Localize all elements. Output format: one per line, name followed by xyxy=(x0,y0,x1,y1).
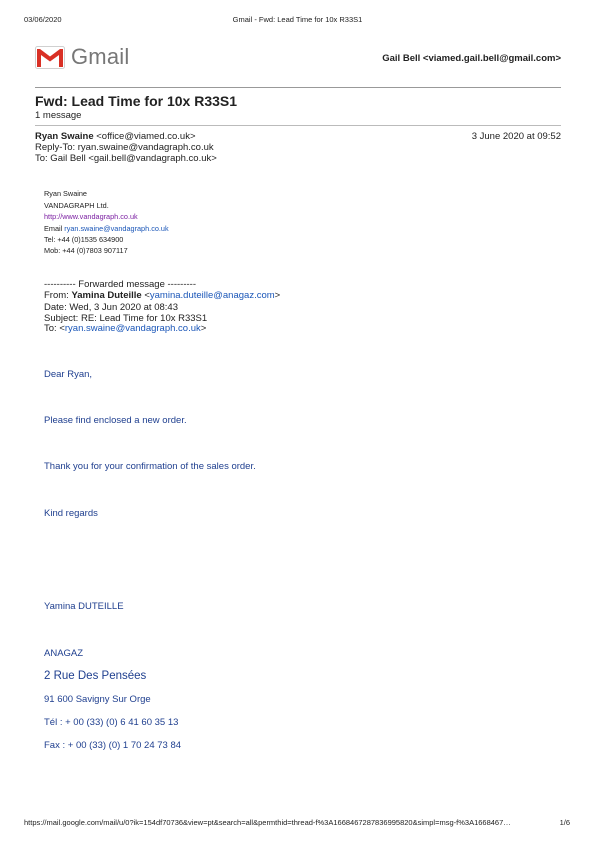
gmail-envelope-icon xyxy=(35,46,65,69)
sender-email: <office@viamed.co.uk> xyxy=(96,131,196,142)
signature-email-label: Email xyxy=(44,224,63,233)
forward-from-email-link[interactable]: yamina.duteille@anagaz.com xyxy=(149,290,275,301)
signature-company: VANDAGRAPH Ltd. xyxy=(44,201,109,210)
body-street: 2 Rue Des Pensées xyxy=(44,670,147,682)
forward-to: To: <ryan.swaine@vandagraph.co.uk> xyxy=(44,323,207,334)
forward-from: From: Yamina Duteille <yamina.duteille@anagaz.com> xyxy=(44,290,281,301)
message-sender xyxy=(35,131,196,142)
forward-divider: ---------- Forwarded message --------- xyxy=(44,279,196,290)
signature-website-link[interactable]: http://www.vandagraph.co.uk xyxy=(44,212,138,221)
body-sender-name: Yamina DUTEILLE xyxy=(44,601,124,612)
forward-from-name: Yamina Duteille xyxy=(71,290,142,301)
body-line-order: Please find enclosed a new order. xyxy=(44,415,187,426)
message-date: 3 June 2020 at 09:52 xyxy=(471,131,561,142)
forward-to-label: To: xyxy=(44,323,57,334)
signature-tel: Tel: +44 (0)1535 634900 xyxy=(44,235,124,244)
body-fax: Fax : + 00 (33) (0) 1 70 24 73 84 xyxy=(44,740,182,751)
signature-name: Ryan Swaine xyxy=(44,189,87,198)
signature-email-line xyxy=(44,224,169,233)
page-number: 1/6 xyxy=(559,818,570,827)
body-tel: Tél : + 00 (33) (0) 6 41 60 35 13 xyxy=(44,717,179,728)
gmail-logo[interactable] xyxy=(35,44,129,70)
thread-divider xyxy=(35,125,561,126)
gmail-wordmark: Gmail xyxy=(71,44,130,69)
body-company: ANAGAZ xyxy=(44,648,84,659)
print-url: https://mail.google.com/mail/u/0?ik=154df70736&view=pt&search=all&permthid=thread-f%3A1668467287836995820&simpl=msg-f%3A1668467… xyxy=(24,818,511,827)
sender-name: Ryan Swaine xyxy=(35,131,94,142)
thread-subject: Fwd: Lead Time for 10x R33S1 xyxy=(35,93,238,109)
print-date: 03/06/2020 xyxy=(24,15,62,24)
print-title: Gmail - Fwd: Lead Time for 10x R33S1 xyxy=(232,15,363,24)
account-label: Gail Bell <viamed.gail.bell@gmail.com> xyxy=(382,53,561,64)
body-line-thanks: Thank you for your confirmation of the sales order. xyxy=(44,461,256,472)
forward-to-email-link[interactable]: ryan.swaine@vandagraph.co.uk xyxy=(64,323,201,334)
forward-subject: Subject: RE: Lead Time for 10x R33S1 xyxy=(44,313,208,324)
recipient: To: Gail Bell <gail.bell@vandagraph.co.uk> xyxy=(35,153,217,164)
forward-date: Date: Wed, 3 Jun 2020 at 08:43 xyxy=(44,302,178,313)
reply-to: Reply-To: ryan.swaine@vandagraph.co.uk xyxy=(35,142,214,153)
forward-from-label: From: xyxy=(44,290,69,301)
body-city: 91 600 Savigny Sur Orge xyxy=(44,694,151,705)
message-count: 1 message xyxy=(35,110,82,121)
signature-mobile: Mob: +44 (0)7803 907117 xyxy=(44,246,128,255)
signature-email-link[interactable]: ryan.swaine@vandagraph.co.uk xyxy=(64,224,169,233)
body-closing: Kind regards xyxy=(44,508,98,519)
header-divider xyxy=(35,87,561,88)
body-greeting: Dear Ryan, xyxy=(44,369,93,380)
